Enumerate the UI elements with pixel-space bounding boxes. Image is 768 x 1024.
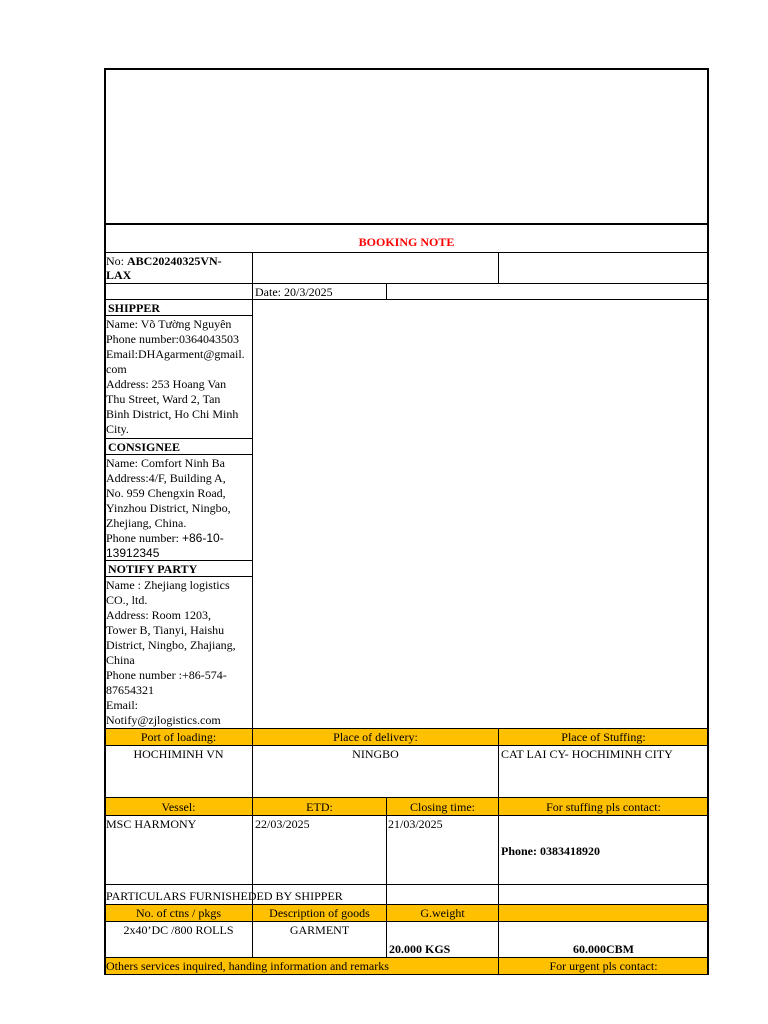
booking-date: Date: 20/3/2025 bbox=[255, 285, 333, 299]
rule-footer-top bbox=[105, 957, 708, 958]
closing-time-value: 21/03/2025 bbox=[388, 817, 443, 831]
booking-number-value-2: LAX bbox=[106, 268, 132, 282]
rule-bottom bbox=[104, 974, 709, 975]
rule-no-row-bottom bbox=[105, 283, 708, 284]
notify-line: Address: Room 1203, bbox=[106, 608, 211, 622]
frame-right bbox=[707, 68, 709, 975]
consignee-heading: CONSIGNEE bbox=[108, 440, 181, 454]
consignee-phone bbox=[106, 531, 231, 546]
consignee-line: Zhejiang, China. bbox=[106, 516, 187, 530]
rule-ports-head bbox=[105, 745, 708, 746]
etd-label: ETD: bbox=[306, 800, 333, 814]
booking-number-value-1: ABC20240325VN- bbox=[127, 254, 222, 268]
stuffing-contact-label: For stuffing pls contact: bbox=[546, 800, 661, 814]
notify-line: Tower B, Tianyi, Haishu bbox=[106, 623, 225, 637]
shipper-line: Phone number:0364043503 bbox=[106, 332, 239, 346]
ctns-label: No. of ctns / pkgs bbox=[136, 906, 221, 920]
notify-line: China bbox=[106, 653, 135, 667]
place-of-stuffing-value: CAT LAI CY- HOCHIMINH CITY bbox=[501, 747, 673, 761]
rule-particulars-head bbox=[105, 921, 708, 922]
header-box-bottom bbox=[104, 223, 709, 225]
gross-weight-label: G.weight bbox=[420, 906, 465, 920]
notify-heading: NOTIFY PARTY bbox=[108, 562, 198, 576]
consignee-phone-value-2: 13912345 bbox=[106, 546, 160, 560]
shipper-line: com bbox=[106, 362, 127, 376]
booking-number bbox=[106, 254, 222, 269]
description-label: Description of goods bbox=[269, 906, 370, 920]
vessel-label: Vessel: bbox=[161, 800, 196, 814]
consignee-details bbox=[106, 456, 231, 561]
etd-value: 22/03/2025 bbox=[255, 817, 310, 831]
shipper-line: Binh District, Ho Chi Minh bbox=[106, 407, 239, 421]
col-c-rule-vessel bbox=[498, 797, 499, 957]
frame-top bbox=[104, 68, 709, 70]
notify-line: CO., ltd. bbox=[106, 593, 148, 607]
place-of-stuffing-label: Place of Stuffing: bbox=[561, 730, 646, 744]
closing-time-label: Closing time: bbox=[409, 800, 475, 814]
notify-line: Phone number :+86-574- bbox=[106, 668, 227, 682]
consignee-phone-label: Phone number: bbox=[106, 531, 182, 545]
consignee-line: No. 959 Chengxin Road, bbox=[106, 486, 226, 500]
description-value: GARMENT bbox=[289, 923, 350, 937]
ctns-value: 2x40’DC /800 ROLLS bbox=[123, 923, 234, 937]
shipper-heading: SHIPPER bbox=[108, 301, 161, 315]
rule-vessel-top bbox=[105, 797, 708, 798]
shipper-line: Name: Võ Tường Nguyên bbox=[106, 317, 232, 331]
document-title: BOOKING NOTE bbox=[358, 235, 455, 249]
col-b-rule-date bbox=[386, 283, 387, 299]
shipper-line: City. bbox=[106, 422, 129, 436]
consignee-phone-value-1: +86-10- bbox=[182, 531, 224, 545]
others-services-label: Others services inquired, handing information and remarks bbox=[106, 959, 389, 973]
port-of-loading-value: HOCHIMINH VN bbox=[133, 747, 224, 761]
notify-line: Name : Zhejiang logistics bbox=[106, 578, 230, 592]
gross-weight-value: 20.000 KGS bbox=[389, 942, 451, 956]
shipper-line: Address: 253 Hoang Van bbox=[106, 377, 227, 391]
col-a-rule-top bbox=[252, 252, 253, 728]
shipper-details bbox=[106, 317, 245, 437]
consignee-line: Name: Comfort Ninh Ba bbox=[106, 456, 225, 470]
notify-line: Email: bbox=[106, 698, 138, 712]
urgent-contact-label: For urgent pls contact: bbox=[549, 959, 658, 973]
particulars-heading: PARTICULARS FURNISHEDED BY SHIPPER bbox=[106, 889, 343, 903]
booking-number-label: No: bbox=[106, 254, 127, 268]
rule-ports-top bbox=[105, 728, 708, 729]
port-of-loading-label: Port of loading: bbox=[140, 730, 217, 744]
place-of-delivery-label: Place of delivery: bbox=[333, 730, 418, 744]
notify-details bbox=[106, 578, 236, 728]
rule-date-row-bottom bbox=[105, 299, 708, 300]
rule-title-bottom bbox=[105, 252, 708, 253]
rule-vessel-head bbox=[105, 815, 708, 816]
consignee-line: Yinzhou District, Ningbo, bbox=[106, 501, 231, 515]
place-of-delivery-value: NINGBO bbox=[352, 747, 399, 761]
stuffing-contact-phone: Phone: 0383418920 bbox=[501, 844, 600, 858]
volume-value: 60.000CBM bbox=[573, 942, 634, 956]
notify-line: 87654321 bbox=[106, 683, 154, 697]
rule-particulars-top bbox=[105, 884, 708, 885]
vessel-value: MSC HARMONY bbox=[106, 817, 197, 831]
col-c-rule-no bbox=[498, 252, 499, 283]
notify-line: Notify@zjlogistics.com bbox=[106, 713, 221, 727]
rule-particulars-head-top bbox=[105, 904, 708, 905]
col-b-rule-vessel bbox=[386, 797, 387, 957]
notify-line: District, Ningbo, Zhajiang, bbox=[106, 638, 236, 652]
shipper-line: Thu Street, Ward 2, Tan bbox=[106, 392, 221, 406]
shipper-line: Email:DHAgarment@gmail. bbox=[106, 347, 245, 361]
consignee-line: Address:4/F, Building A, bbox=[106, 471, 226, 485]
rule-consignee-top bbox=[105, 438, 252, 439]
